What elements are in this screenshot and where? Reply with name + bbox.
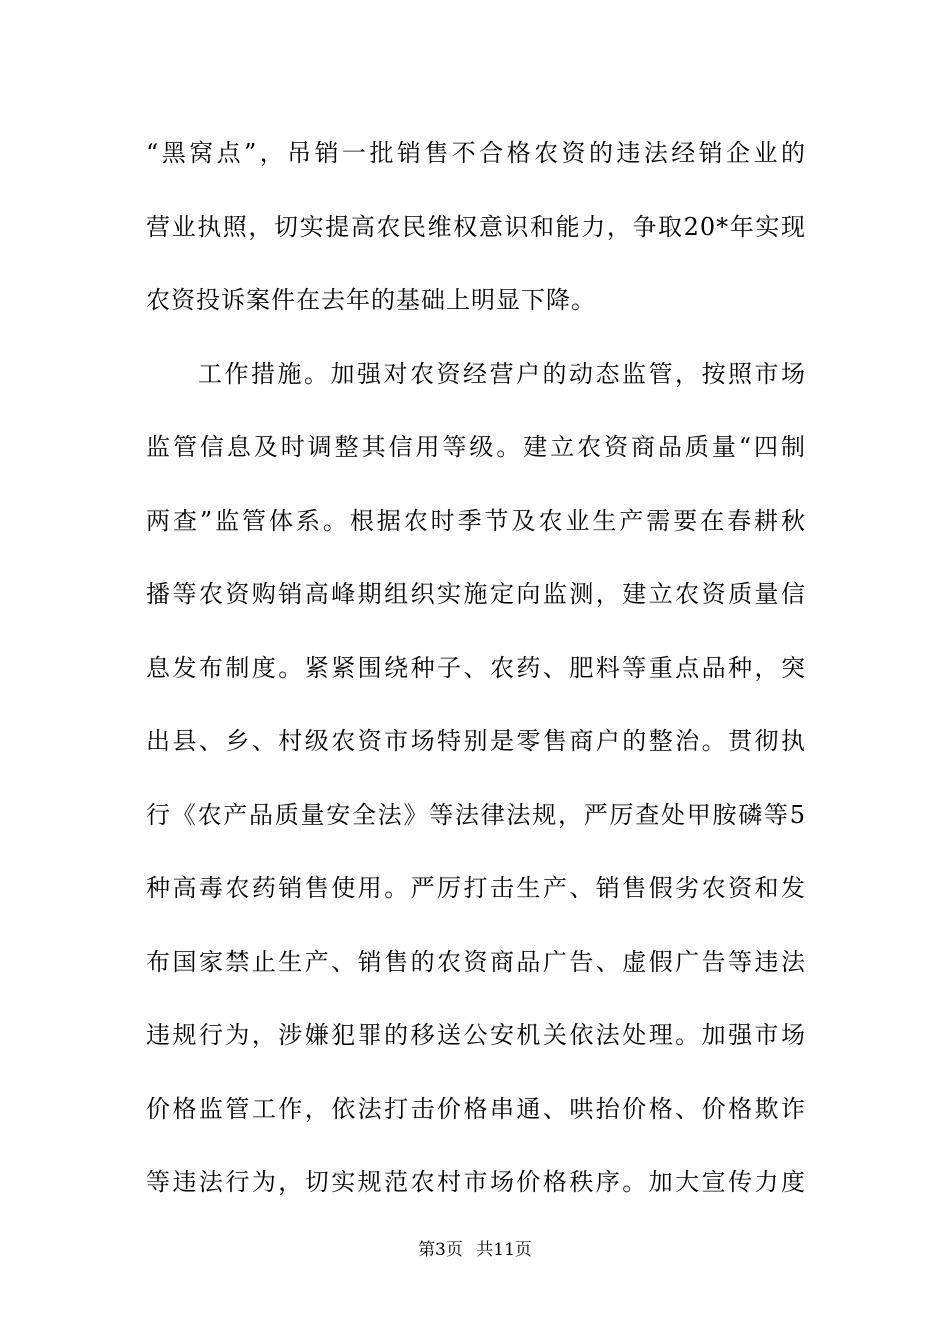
page-footer xyxy=(0,1238,950,1262)
text-line: 布国家禁止生产、销售的农资商品广告、虚假广告等违法 xyxy=(146,947,806,976)
text-line: 息发布制度。紧紧围绕种子、农药、肥料等重点品种，突 xyxy=(146,653,806,682)
text-line: 营业执照，切实提高农民维权意识和能力，争取20*年实现 xyxy=(146,212,806,241)
text-line: 价格监管工作，依法打击价格串通、哄抬价格、价格欺诈 xyxy=(146,1094,806,1123)
text-line: 监管信息及时调整其信用等级。建立农资商品质量“四制 xyxy=(146,433,806,461)
text-line: 播等农资购销高峰期组织实施定向监测，建立农资质量信 xyxy=(146,580,806,608)
text-line: “黑窝点”，吊销一批销售不合格农资的违法经销企业的 xyxy=(146,139,806,167)
text-line: 行《农产品质量安全法》等法律法规，严厉查处甲胺磷等5 xyxy=(146,800,806,829)
page-number: 第3页 xyxy=(418,1240,463,1260)
text-line: 等违法行为，切实规范农村市场价格秩序。加大宣传力度 xyxy=(146,1168,806,1196)
text-line: 种高毒农药销售使用。严厉打击生产、销售假劣农资和发 xyxy=(146,874,806,902)
body-text xyxy=(146,127,806,1230)
text-line: 两查”监管体系。根据农时季节及农业生产需要在春耕秋 xyxy=(146,506,806,535)
text-line: 农资投诉案件在去年的基础上明显下降。 xyxy=(146,286,596,314)
text-line: 违规行为，涉嫌犯罪的移送公安机关依法处理。加强市场 xyxy=(146,1021,806,1049)
page-total: 共11页 xyxy=(476,1240,532,1260)
text-line: 出县、乡、村级农资市场特别是零售商户的整治。贯彻执 xyxy=(146,727,806,755)
text-line: 工作措施。加强对农资经营户的动态监管，按照市场 xyxy=(198,359,806,388)
